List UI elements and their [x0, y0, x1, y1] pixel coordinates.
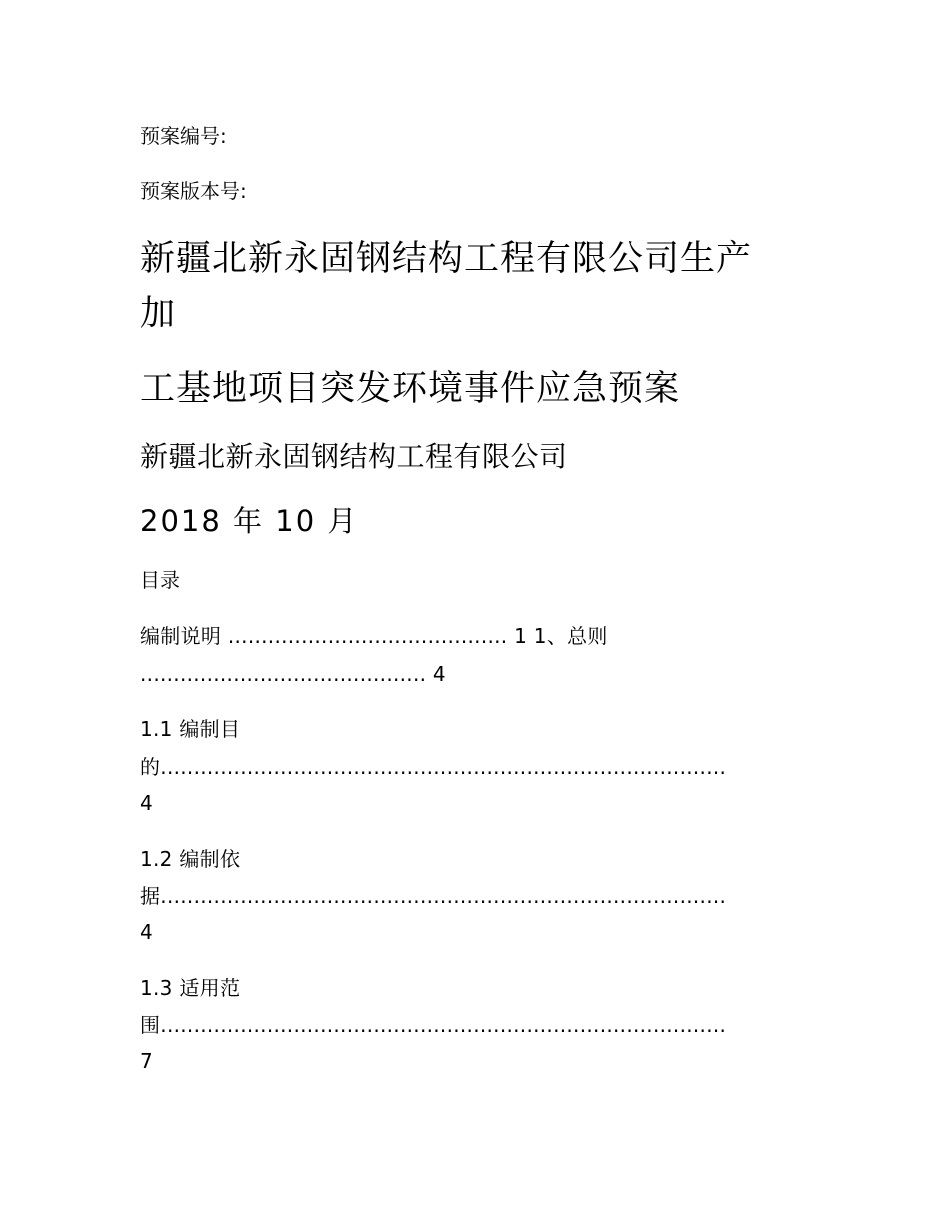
plan-number-label: 预案编号: [140, 124, 227, 148]
document-title-line-2: 加 [140, 294, 177, 334]
toc-line: 4 [140, 920, 154, 944]
toc-line: 1.2 编制依 [140, 847, 241, 871]
toc-line: 1.3 适用范 [140, 976, 241, 1000]
toc-line: 据..................................................................................... [140, 884, 727, 908]
toc-line: 的..................................................................................... [140, 755, 727, 779]
toc-line: 1.1 编制目 [140, 717, 241, 741]
plan-version-label: 预案版本号: [140, 179, 247, 203]
company-name: 新疆北新永固钢结构工程有限公司 [140, 440, 568, 473]
toc-line: 7 [140, 1049, 154, 1073]
toc-line: 编制说明 .......................................... 1 1、总则 [140, 624, 608, 648]
toc-line: ........................................... 4 [140, 662, 446, 686]
document-date: 2018 年 10 月 [140, 504, 359, 538]
document-title-line-3: 工基地项目突发环境事件应急预案 [140, 369, 681, 409]
document-title-line-1: 新疆北新永固钢结构工程有限公司生产 [140, 239, 753, 279]
toc-line: 围..................................................................................... [140, 1013, 727, 1037]
toc-heading: 目录 [140, 568, 180, 592]
toc-line: 4 [140, 791, 154, 815]
